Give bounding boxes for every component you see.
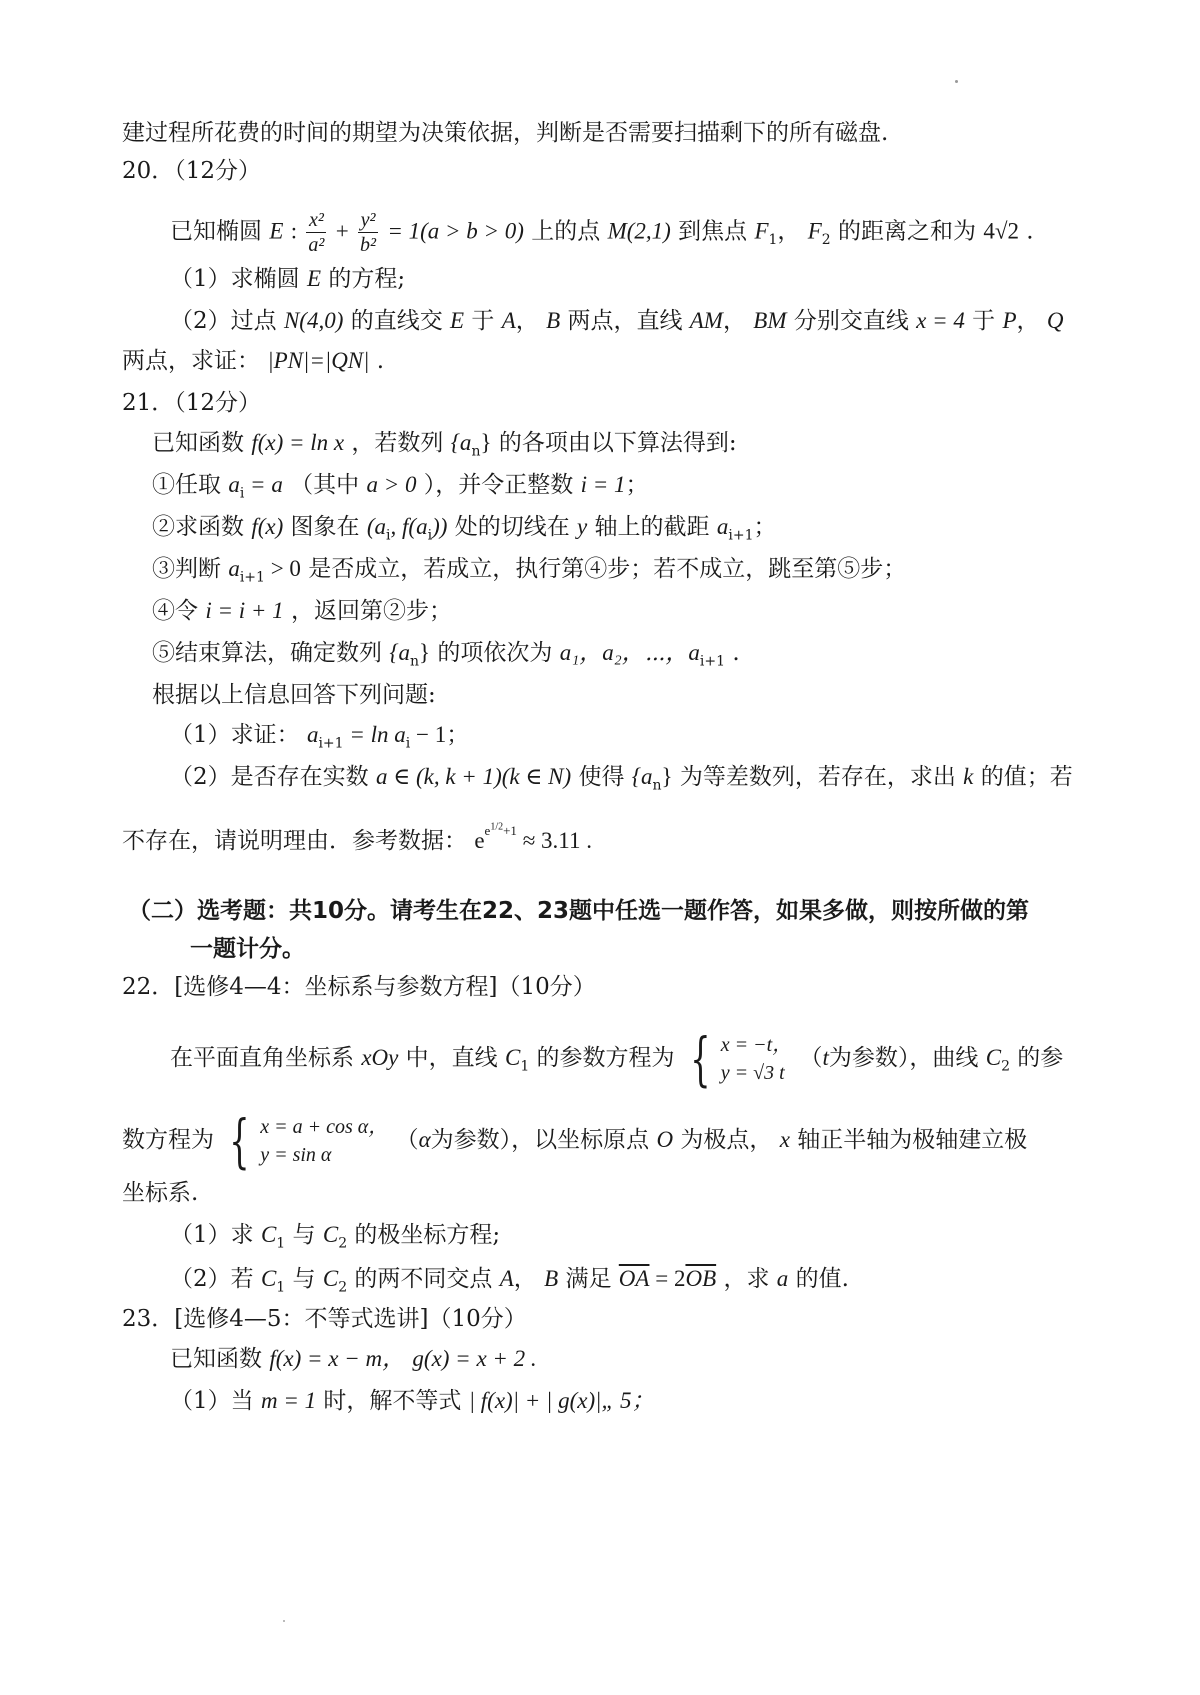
math: +1: [503, 823, 517, 839]
subscript: 1: [520, 1058, 530, 1075]
text: 到焦点: [678, 218, 748, 245]
math: P: [1002, 308, 1017, 333]
q23-part1: [170, 1386, 655, 1416]
math: x = 4: [916, 308, 965, 333]
math: A: [499, 1266, 514, 1291]
text: 在平面直角坐标系: [170, 1045, 354, 1071]
math: )): [432, 514, 448, 539]
subscript: i+1: [699, 653, 726, 670]
text: ②求函数: [152, 514, 244, 540]
math: f(x) = ln x: [251, 430, 345, 455]
math: = 2: [649, 1266, 686, 1291]
superscript: [485, 823, 517, 838]
text: （1）求椭圆: [170, 266, 300, 292]
text: 为极点，: [680, 1127, 773, 1153]
brace: {: [229, 1107, 250, 1175]
subscript: i: [405, 735, 411, 752]
text: 两点，求证：: [122, 348, 260, 374]
math: e: [484, 823, 491, 839]
math: ≈ 3.11: [516, 828, 581, 853]
math: a > 0: [366, 472, 417, 497]
text: 的直线交: [350, 308, 443, 334]
math: {a: [631, 764, 653, 789]
text: ⑤结束算法，确定数列: [152, 640, 382, 666]
math: BM: [753, 308, 787, 333]
text: 不存在，请说明理由．参考数据：: [122, 828, 467, 854]
subscript: n: [410, 653, 420, 670]
math: F: [807, 218, 822, 244]
text: 根据以上信息回答下列问题:: [152, 682, 436, 708]
q21-step1: ①任取 $a_i = a$ （其中 a > 0 ），并令正整数 i = 1；: [152, 472, 649, 502]
math: > 0: [264, 556, 301, 581]
text: ，求: [723, 1266, 770, 1292]
subscript: i: [386, 527, 391, 544]
q21-step2: ②求函数 f(x) 图象在 ($a_i$, $f(a_i)$) 处的切线在 y 轴上的截距 $a_{i+1}$；: [152, 514, 777, 544]
subscript: 1: [276, 1235, 286, 1252]
math: $e^{e^{1/2}+1} \approx 3.11$ .: [474, 822, 592, 853]
scan-speck: [283, 1620, 285, 1622]
math: {a: [450, 430, 472, 455]
text: （1）求证：: [170, 722, 300, 748]
text: 为参数），以坐标原点: [430, 1127, 650, 1153]
text: 与: [292, 1266, 316, 1292]
q22-statement-end: [122, 1178, 198, 1208]
text: 为参数），曲线: [828, 1045, 979, 1071]
math: m = 1: [260, 1388, 317, 1413]
math: | f(x)| + | g(x)|„ 5；: [468, 1388, 655, 1413]
text: 于: [972, 308, 996, 334]
text: （2）是否存在实数: [170, 764, 369, 790]
text: 的各项由以下算法得到:: [498, 430, 737, 456]
math: M(2,1): [607, 218, 671, 244]
subscript: i: [427, 527, 433, 544]
section-heading: [128, 896, 1029, 926]
system-rows: [260, 1113, 388, 1169]
text: ④令: [152, 598, 198, 624]
math: O: [656, 1127, 674, 1152]
text: 处的切线在: [454, 514, 570, 540]
text: 22．[选修4—4：坐标系与参数方程]（10分）: [122, 974, 596, 1000]
text: 的距离之和为: [838, 218, 977, 245]
math: N(4,0): [283, 308, 344, 333]
q21-step4: [152, 596, 452, 626]
text-line: [122, 118, 888, 148]
math: = a: [244, 472, 283, 497]
math: f(x): [251, 514, 284, 539]
text: 的值.: [795, 1266, 849, 1292]
text: （2）过点: [170, 308, 277, 334]
text: ①任取: [152, 472, 221, 498]
text: 中，直线: [405, 1045, 498, 1071]
text: ③判断: [152, 556, 221, 582]
row: x = −t，: [720, 1034, 793, 1056]
math: C: [985, 1045, 1002, 1070]
q20-part1: [170, 264, 405, 294]
fraction: $\frac{\text{x²}}{\text{a²}}$: [308, 209, 325, 256]
math: a₁，a₂，⋯，a: [559, 640, 700, 665]
text: 的两不同交点: [354, 1266, 493, 1292]
text: 已知函数: [170, 1346, 262, 1372]
q21-part2-cont: [122, 822, 592, 856]
math: C: [260, 1266, 277, 1291]
math: +: [335, 218, 349, 244]
text: 的参数方程为: [536, 1045, 675, 1071]
math: AM: [689, 308, 723, 333]
text: 一题计分。: [190, 936, 305, 962]
section-heading-cont: [190, 934, 305, 964]
q20-statement: 已知椭圆 E : $\frac{\text{x²}}{\text{a²}}$ + $\frac{\text{y²}}{\text{b²}}$ = 1(a > b > 0) 上的点 M(2,1) 到焦点 $F_1$， $F_2$ 的距离之和为 4√2 .: [170, 209, 1034, 256]
math: C: [322, 1222, 339, 1247]
text: 已知函数: [152, 430, 244, 456]
q21-step3: [152, 554, 906, 584]
math: 4√2: [983, 218, 1019, 244]
equation-system: [221, 1107, 389, 1175]
q22-part2: （2）若 $C_1$ 与 $C_2$ 的两不同交点 A， B 满足 $\overline{OA} = 2\overline{OB}$ ，求 a 的值.: [170, 1266, 849, 1296]
math: t: [822, 1045, 829, 1070]
math: i = 1: [580, 472, 626, 497]
math: f(x) = x − m，: [269, 1346, 406, 1371]
text: 的参: [1017, 1045, 1064, 1071]
q21-statement: [152, 428, 737, 458]
question-22-header: [122, 972, 596, 1002]
math: Q: [1046, 308, 1064, 333]
text: 轴正半轴为极轴建立极: [797, 1127, 1028, 1153]
math: e: [474, 828, 485, 853]
q20-part2: （2）过点 N(4,0) 的直线交 E 于 A， B 两点，直线 AM， BM 分别交直线 x = 4 于 P， Q: [170, 308, 1064, 334]
q21-info: [152, 680, 436, 710]
math: g(x) = x + 2 .: [412, 1346, 537, 1371]
fraction: $\frac{\text{y²}}{\text{b²}}$: [360, 209, 376, 256]
row: y = sin α: [260, 1144, 332, 1166]
math: i = i + 1: [205, 598, 284, 623]
text: 的方程;: [328, 266, 406, 292]
math: x: [779, 1127, 790, 1152]
text: 的项依次为: [437, 640, 553, 666]
math: a: [306, 722, 319, 747]
math: |PN|=|QN|: [267, 348, 370, 373]
math: :: [290, 218, 298, 244]
math: a ∈ (k, k + 1)(k ∈ N): [375, 764, 572, 789]
text: ，返回第②步；: [290, 598, 452, 624]
text: （: [395, 1127, 419, 1153]
text: 使得: [578, 764, 625, 790]
math: − 1: [410, 722, 447, 747]
math: E: [450, 308, 465, 333]
math: = 1(a > b > 0): [387, 218, 524, 244]
text: 图象在: [290, 514, 360, 540]
text: （2）若: [170, 1266, 254, 1292]
text: （1）求: [170, 1222, 254, 1248]
text: 建过程所花费的时间的期望为决策依据，判断是否需要扫描剩下的所有磁盘.: [122, 120, 889, 146]
brace: {: [690, 1025, 711, 1093]
q22-statement: [170, 1025, 1064, 1093]
math: a: [228, 472, 240, 497]
math: xOy: [361, 1045, 399, 1070]
question-21-header: [122, 388, 261, 418]
math: (a: [366, 514, 387, 539]
text: 两点，直线: [567, 308, 683, 334]
subscript: i: [239, 485, 245, 502]
subscript: n: [652, 777, 662, 794]
text: 满足: [565, 1266, 612, 1292]
text: 为等差数列，若存在，求出: [679, 764, 956, 790]
text: 是否成立，若成立，执行第④步；若不成立，跳至第⑤步；: [308, 556, 907, 582]
text: 时，解不等式: [323, 1388, 462, 1414]
text: （1）当: [170, 1388, 254, 1414]
math: C: [322, 1266, 339, 1291]
subscript: 2: [338, 1235, 348, 1252]
math: a: [228, 556, 240, 581]
math: , f(a: [390, 514, 428, 539]
q22-part1: [170, 1220, 500, 1250]
q21-step5: ⑤结束算法，确定数列 $\{a_n\}$ 的项依次为 a₁，a₂，⋯，$a_{i+1}$ .: [152, 640, 740, 670]
subscript: i+1: [318, 735, 344, 752]
superscript: 1/2: [490, 822, 504, 834]
question-20-header: [122, 156, 261, 186]
math: }: [419, 640, 431, 665]
subscript: 2: [821, 232, 831, 249]
q22-statement-cont: [122, 1107, 1028, 1175]
math: = ln a: [343, 722, 406, 747]
subscript: 2: [338, 1279, 348, 1296]
q21-part1: （1）求证： $a_{i+1} = \ln a_i - 1$；: [170, 722, 470, 752]
subscript: i+1: [728, 527, 754, 544]
text: 于: [471, 308, 495, 334]
text: ，若数列: [351, 430, 444, 456]
vector: $\overline{OA}$: [618, 1266, 650, 1291]
subscript: i+1: [239, 569, 265, 586]
subscript: 1: [768, 232, 778, 249]
text: 23．[选修4—5：不等式选讲]（10分）: [122, 1306, 527, 1332]
text: 数方程为: [122, 1127, 214, 1153]
math: B: [544, 1266, 559, 1291]
subscript: 2: [1001, 1058, 1010, 1075]
text: ），并令正整数: [423, 472, 574, 498]
subscript: n: [471, 443, 481, 460]
text: 坐标系.: [122, 1180, 199, 1206]
row: y = √3 t: [720, 1062, 785, 1084]
math: {a: [389, 640, 411, 665]
text: （: [799, 1045, 823, 1071]
math: y: [577, 514, 588, 539]
text: 的值；若: [980, 764, 1073, 790]
math: F: [754, 218, 769, 244]
math: B: [546, 308, 561, 333]
q21-part2: [170, 762, 1073, 792]
text: 与: [292, 1222, 316, 1248]
text: 上的点: [531, 218, 601, 245]
text: 分别交直线: [793, 308, 909, 334]
q20-part2-cont: 两点，求证： |PN|=|QN| .: [122, 348, 385, 374]
question-23-header: [122, 1304, 527, 1334]
math: a: [716, 514, 729, 539]
math: a: [776, 1266, 789, 1291]
math: }: [480, 430, 492, 455]
math: }: [661, 764, 673, 789]
row: x = a + cos α，: [260, 1116, 389, 1138]
text: （其中: [290, 472, 360, 498]
math: E: [306, 266, 322, 291]
math: k: [963, 764, 974, 789]
math: α: [418, 1127, 431, 1152]
text: 已知椭圆: [170, 218, 262, 245]
scan-speck: [955, 80, 958, 83]
math: C: [504, 1045, 521, 1070]
text: （二）选考题：共10分。请考生在22、23题中任选一题作答，如果多做，则按所做的第: [128, 898, 1030, 924]
math: A: [501, 308, 516, 333]
q23-statement: [170, 1344, 537, 1374]
equation-system: [682, 1025, 793, 1093]
vector: $\overline{OB}$: [685, 1266, 717, 1291]
subscript: 1: [276, 1279, 286, 1296]
text: 21．（12分）: [122, 390, 262, 416]
text: 轴上的截距: [594, 514, 710, 540]
text: 的极坐标方程;: [354, 1222, 501, 1248]
system-rows: [721, 1031, 792, 1087]
text: 20．（12分）: [122, 158, 262, 184]
math: C: [260, 1222, 277, 1247]
math: E: [269, 218, 284, 244]
